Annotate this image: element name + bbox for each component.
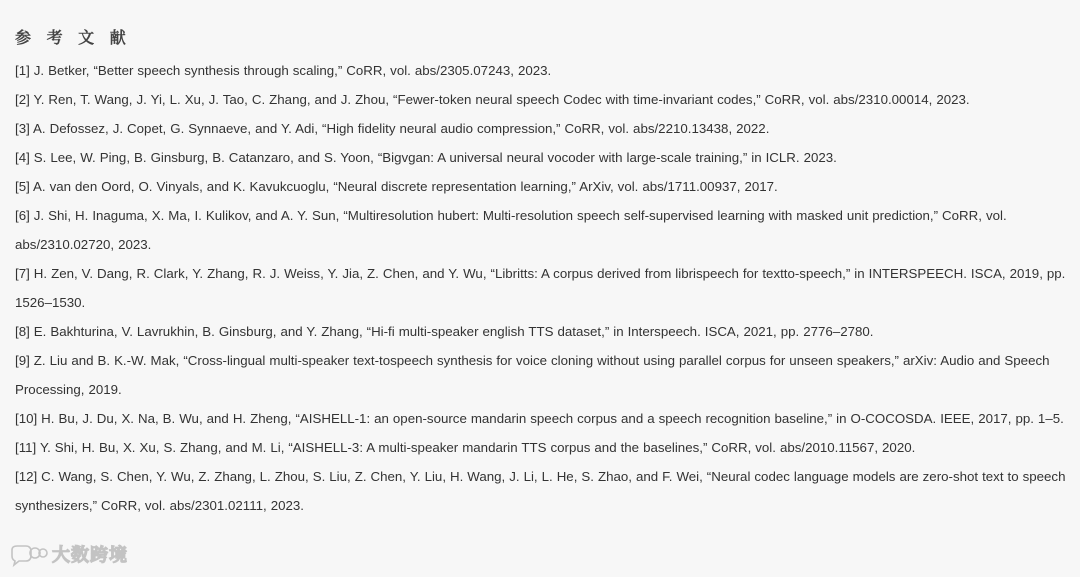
reference-item: [6] J. Shi, H. Inaguma, X. Ma, I. Kulikov, and A. Y. Sun, “Multiresolution hubert: Multi-resolution speech self-supervised learning with masked unit prediction,” CoRR, vol. abs/2310.02720, 2023.	[15, 208, 1007, 252]
reference-item: [5] A. van den Oord, O. Vinyals, and K. Kavukcuoglu, “Neural discrete representation learning,” ArXiv, vol. abs/1711.00937, 2017.	[15, 179, 778, 194]
reference-item: [11] Y. Shi, H. Bu, X. Xu, S. Zhang, and M. Li, “AISHELL-3: A multi-speaker mandarin TTS corpus and the baselines,” CoRR, vol. abs/2010.11567, 2020.	[15, 440, 916, 455]
reference-item: [3] A. Defossez, J. Copet, G. Synnaeve, and Y. Adi, “High fidelity neural audio compression,” CoRR, vol. abs/2210.13438, 2022.	[15, 121, 770, 136]
reference-item: [1] J. Betker, “Better speech synthesis through scaling,” CoRR, vol. abs/2305.07243, 2023.	[15, 63, 552, 78]
reference-item: [4] S. Lee, W. Ping, B. Ginsburg, B. Catanzaro, and S. Yoon, “Bigvgan: A universal neural vocoder with large-scale training,” in ICLR. 2023.	[15, 150, 837, 165]
reference-list	[15, 56, 1077, 520]
reference-item: [7] H. Zen, V. Dang, R. Clark, Y. Zhang, R. J. Weiss, Y. Jia, Z. Chen, and Y. Wu, “Libritts: A corpus derived from librispeech for textto-speech,” in INTERSPEECH. ISCA, 2019, pp. 1526–1530.	[15, 266, 1066, 310]
reference-item: [8] E. Bakhturina, V. Lavrukhin, B. Ginsburg, and Y. Zhang, “Hi-fi multi-speaker english TTS dataset,” in Interspeech. ISCA, 2021, pp. 2776–2780.	[15, 324, 874, 339]
page-title: 参 考 文 献	[15, 28, 131, 47]
reference-item: [10] H. Bu, J. Du, X. Na, B. Wu, and H. Zheng, “AISHELL-1: an open-source mandarin speech corpus and a speech recognition baseline,” in O-COCOSDA. IEEE, 2017, pp. 1–5.	[15, 411, 1064, 426]
watermark	[8, 543, 128, 569]
watermark-text: 大数跨境	[52, 545, 128, 566]
reference-item: [2] Y. Ren, T. Wang, J. Yi, L. Xu, J. Tao, C. Zhang, and J. Zhou, “Fewer-token neural speech Codec with time-invariant codes,” CoRR, vol. abs/2310.00014, 2023.	[15, 92, 970, 107]
reference-item: [9] Z. Liu and B. K.-W. Mak, “Cross-lingual multi-speaker text-tospeech synthesis for voice cloning without using parallel corpus for unseen speakers,” arXiv: Audio and Speech Processing, 2019.	[15, 353, 1050, 397]
reference-item: [12] C. Wang, S. Chen, Y. Wu, Z. Zhang, L. Zhou, S. Liu, Z. Chen, Y. Liu, H. Wang, J. Li, L. He, S. Zhao, and F. Wei, “Neural codec language models are zero-shot text to speech synthesizers,” CoRR, vol. abs/2301.02111, 2023.	[15, 469, 1066, 513]
chat-bubble-logo-icon	[8, 544, 48, 568]
